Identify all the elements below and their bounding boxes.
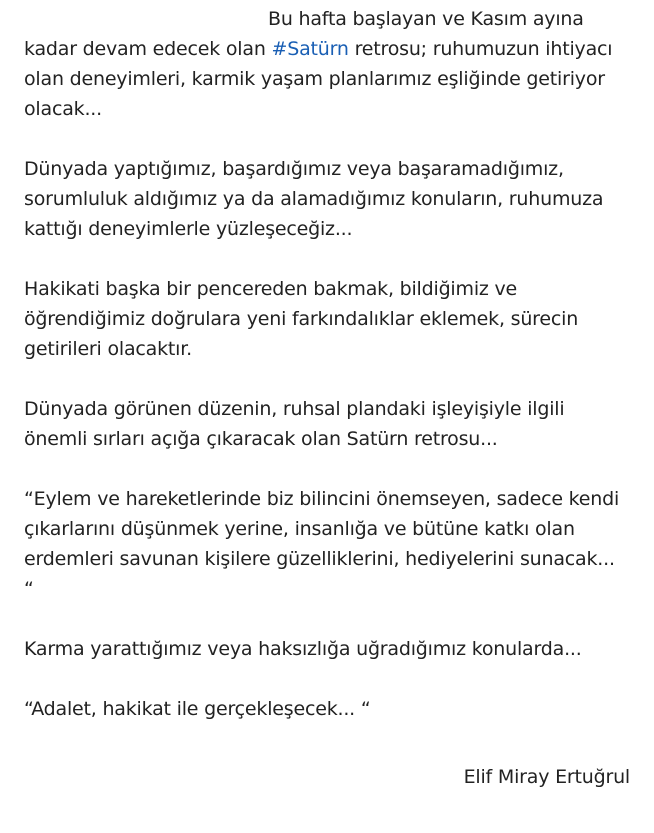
hashtag-link[interactable]: #Satürn — [271, 38, 349, 60]
post-body — [24, 4, 630, 754]
paragraph-3: Hakikati başka bir pencereden bakmak, bildiğimiz ve öğrendiğimiz doğrulara yeni farkındalıklar eklemek, sürecin getirileri olacaktır. — [24, 278, 579, 360]
author-signature: Elif Miray Ertuğrul — [463, 766, 630, 788]
paragraph-1-text-end: retrosu; ruhumuzun ihtiyacı olan deneyimleri, karmik yaşam planlarımız eşliğinde getiriyor olacak... — [24, 38, 613, 120]
paragraph-7-quote: “Adalet, hakikat ile gerçekleşecek... “ — [24, 698, 371, 720]
paragraph-5-quote: “Eylem ve hareketlerinde biz bilincini önemseyen, sadece kendi çıkarlarını düşünmek yerine, insanlığa ve bütüne katkı olan erdemleri savunan kişilere güzelliklerini, hediyelerini sunacak... “ — [24, 488, 620, 600]
paragraph-1 — [24, 4, 630, 124]
paragraph-6: Karma yarattığımız veya haksızlığa uğradığımız konularda... — [24, 638, 582, 660]
paragraph-4: Dünyada görünen düzenin, ruhsal plandaki işleyişiyle ilgili önemli sırları açığa çıkaracak olan Satürn retrosu... — [24, 398, 565, 450]
paragraph-1-text-start: Bu hafta başlayan ve Kasım ayına kadar devam edecek olan — [24, 8, 584, 60]
paragraph-2: Dünyada yaptığımız, başardığımız veya başaramadığımız, sorumluluk aldığımız ya da alamadığımız konuların, ruhumuza kattığı deneyimlerle yüzleşeceğiz... — [24, 158, 604, 240]
